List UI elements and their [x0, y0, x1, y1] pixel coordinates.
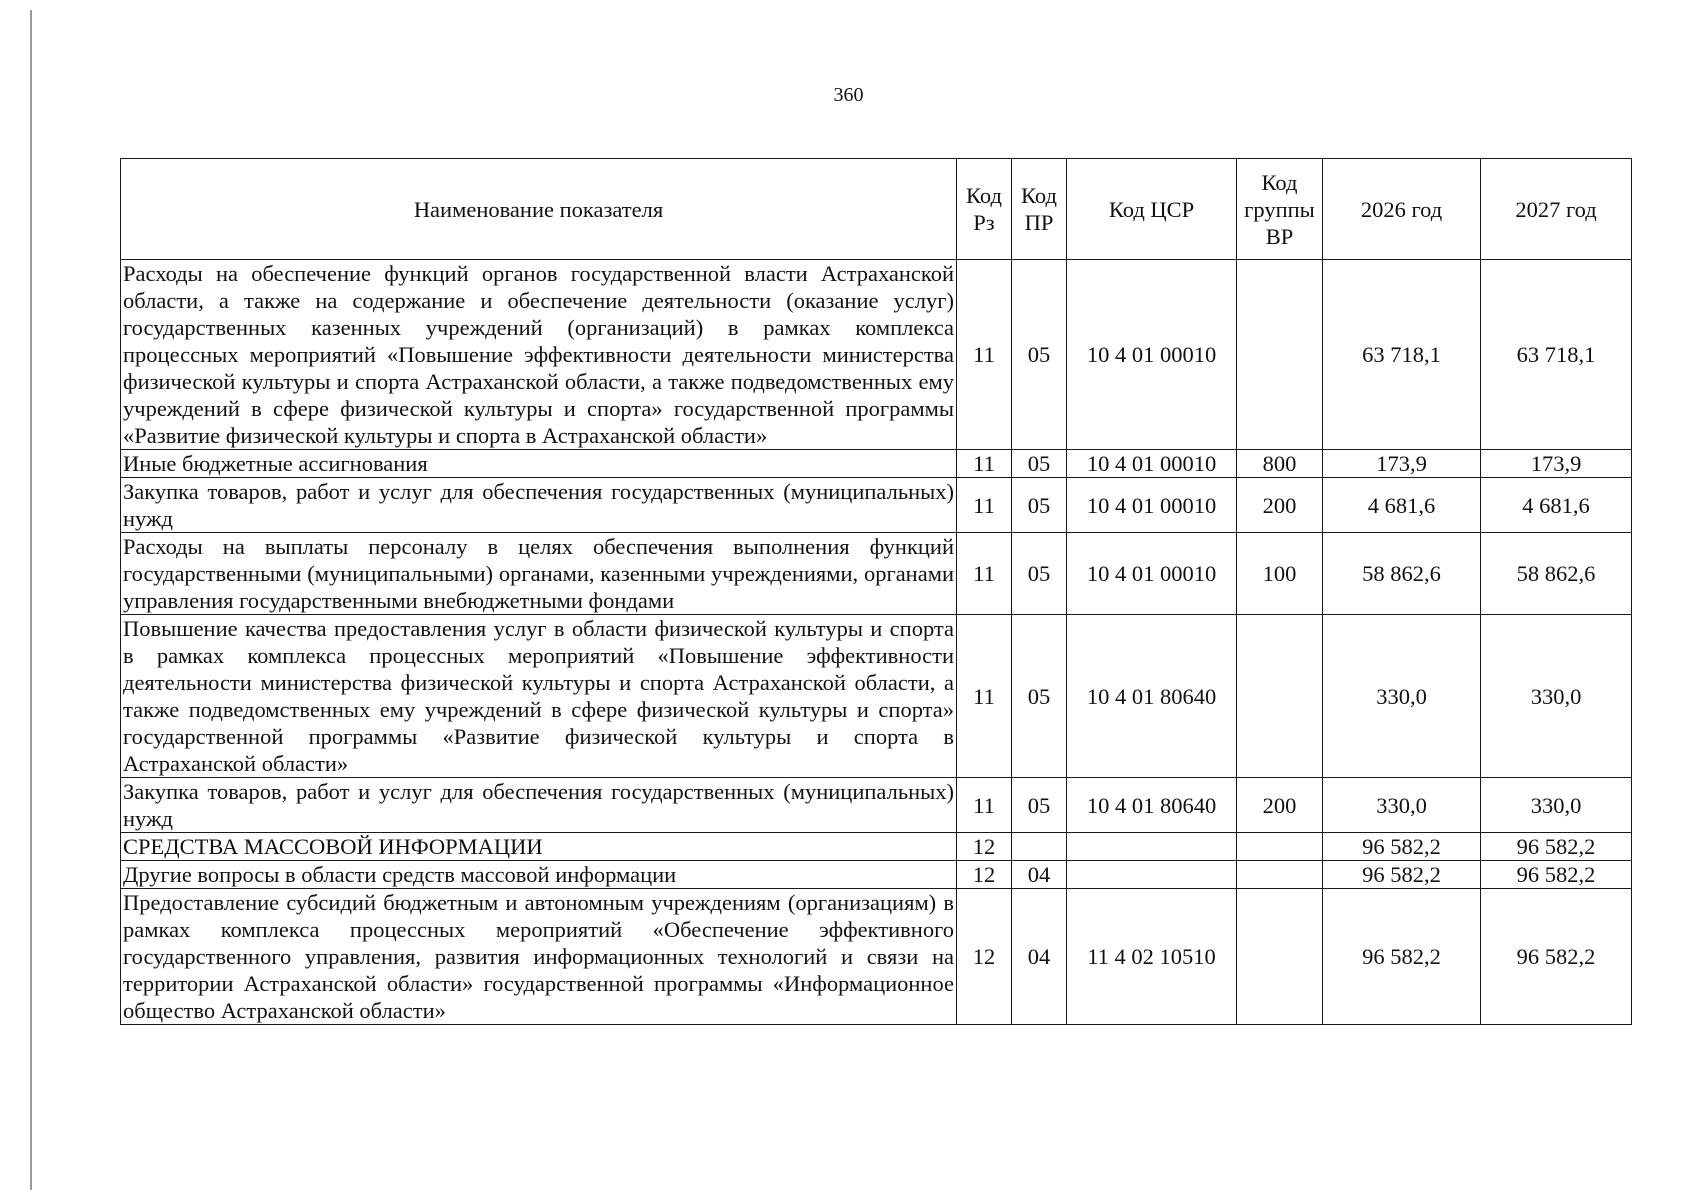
row-csr: 10 4 01 00010: [1067, 260, 1237, 450]
row-pr: 05: [1012, 778, 1067, 833]
row-rz: 11: [957, 533, 1012, 615]
table-row: [121, 478, 1632, 533]
row-name: Закупка товаров, работ и услуг для обеспечения государственных (муниципальных) нужд: [121, 778, 957, 833]
header-2026: 2026 год: [1323, 159, 1481, 260]
row-vr: [1237, 615, 1323, 778]
row-rz: 12: [957, 861, 1012, 889]
row-2027: 58 862,6: [1481, 533, 1632, 615]
header-name: Наименование показателя: [121, 159, 957, 260]
row-pr: 04: [1012, 861, 1067, 889]
row-2027: 330,0: [1481, 778, 1632, 833]
row-2026: 330,0: [1323, 778, 1481, 833]
row-2026: 58 862,6: [1323, 533, 1481, 615]
table-row: [121, 778, 1632, 833]
row-2027: 330,0: [1481, 615, 1632, 778]
row-vr: 800: [1237, 450, 1323, 478]
row-name: Иные бюджетные ассигнования: [121, 450, 957, 478]
row-2026: 330,0: [1323, 615, 1481, 778]
row-rz: 12: [957, 833, 1012, 861]
table-row: [121, 833, 1632, 861]
table-row: [121, 861, 1632, 889]
row-pr: 05: [1012, 260, 1067, 450]
row-2026: 63 718,1: [1323, 260, 1481, 450]
row-2027: 4 681,6: [1481, 478, 1632, 533]
row-2026: 4 681,6: [1323, 478, 1481, 533]
row-vr: [1237, 833, 1323, 861]
table-row: [121, 450, 1632, 478]
row-name: Расходы на обеспечение функций органов государственной власти Астраханской области, а также на содержание и обеспечение деятельности (оказание услуг) государственных казенных учреждений (организаций) в рамках комплекса процессных мероприятий «Повышение эффективности деятельности министерства физической культуры и спорта Астраханской области, а также подведомственных ему учреждений в сфере физической культуры и спорта» государственной программы «Развитие физической культуры и спорта в Астраханской области»: [121, 260, 957, 450]
row-csr: 10 4 01 80640: [1067, 778, 1237, 833]
row-rz: 12: [957, 889, 1012, 1025]
header-pr: Код ПР: [1012, 159, 1067, 260]
table-row: [121, 889, 1632, 1025]
row-vr: [1237, 260, 1323, 450]
table-header-row: [121, 159, 1632, 260]
row-2026: 96 582,2: [1323, 833, 1481, 861]
row-name: СРЕДСТВА МАССОВОЙ ИНФОРМАЦИИ: [121, 833, 957, 861]
row-rz: 11: [957, 478, 1012, 533]
row-csr: [1067, 833, 1237, 861]
budget-table: [120, 158, 1632, 1025]
row-csr: 10 4 01 00010: [1067, 533, 1237, 615]
row-2026: 96 582,2: [1323, 889, 1481, 1025]
row-2027: 173,9: [1481, 450, 1632, 478]
row-vr: [1237, 861, 1323, 889]
row-rz: 11: [957, 778, 1012, 833]
row-csr: 10 4 01 00010: [1067, 450, 1237, 478]
row-2026: 96 582,2: [1323, 861, 1481, 889]
row-rz: 11: [957, 615, 1012, 778]
header-vr: Код группы ВР: [1237, 159, 1323, 260]
row-name: Предоставление субсидий бюджетным и автономным учреждениям (организациям) в рамках комплекса процессных мероприятий «Обеспечение эффективного государственного управления, развития информационных технологий и связи на территории Астраханской области» государственной программы «Информационное общество Астраханской области»: [121, 889, 957, 1025]
row-vr: 100: [1237, 533, 1323, 615]
row-pr: 05: [1012, 533, 1067, 615]
row-csr: 10 4 01 00010: [1067, 478, 1237, 533]
row-name: Другие вопросы в области средств массовой информации: [121, 861, 957, 889]
row-2027: 96 582,2: [1481, 889, 1632, 1025]
row-vr: 200: [1237, 478, 1323, 533]
table-row: [121, 260, 1632, 450]
row-2026: 173,9: [1323, 450, 1481, 478]
row-name: Закупка товаров, работ и услуг для обеспечения государственных (муниципальных) нужд: [121, 478, 957, 533]
header-2027: 2027 год: [1481, 159, 1632, 260]
row-vr: 200: [1237, 778, 1323, 833]
row-pr: [1012, 833, 1067, 861]
row-csr: 11 4 02 10510: [1067, 889, 1237, 1025]
row-pr: 05: [1012, 478, 1067, 533]
row-2027: 96 582,2: [1481, 861, 1632, 889]
table-row: [121, 615, 1632, 778]
row-csr: 10 4 01 80640: [1067, 615, 1237, 778]
header-csr: Код ЦСР: [1067, 159, 1237, 260]
row-vr: [1237, 889, 1323, 1025]
header-rz: Код Рз: [957, 159, 1012, 260]
page-number: 360: [833, 84, 864, 106]
row-2027: 96 582,2: [1481, 833, 1632, 861]
scan-edge-line: [30, 10, 32, 1190]
row-2027: 63 718,1: [1481, 260, 1632, 450]
row-name: Расходы на выплаты персоналу в целях обеспечения выполнения функций государственными (муниципальными) органами, казенными учреждениями, органами управления государственными внебюджетными фондами: [121, 533, 957, 615]
row-pr: 05: [1012, 450, 1067, 478]
row-name: Повышение качества предоставления услуг в области физической культуры и спорта в рамках комплекса процессных мероприятий «Повышение эффективности деятельности министерства физической культуры и спорта Астраханской области, а также подведомственных ему учреждений в сфере физической культуры и спорта» государственной программы «Развитие физической культуры и спорта в Астраханской области»: [121, 615, 957, 778]
table-row: [121, 533, 1632, 615]
row-csr: [1067, 861, 1237, 889]
row-rz: 11: [957, 260, 1012, 450]
row-pr: 04: [1012, 889, 1067, 1025]
row-rz: 11: [957, 450, 1012, 478]
row-pr: 05: [1012, 615, 1067, 778]
